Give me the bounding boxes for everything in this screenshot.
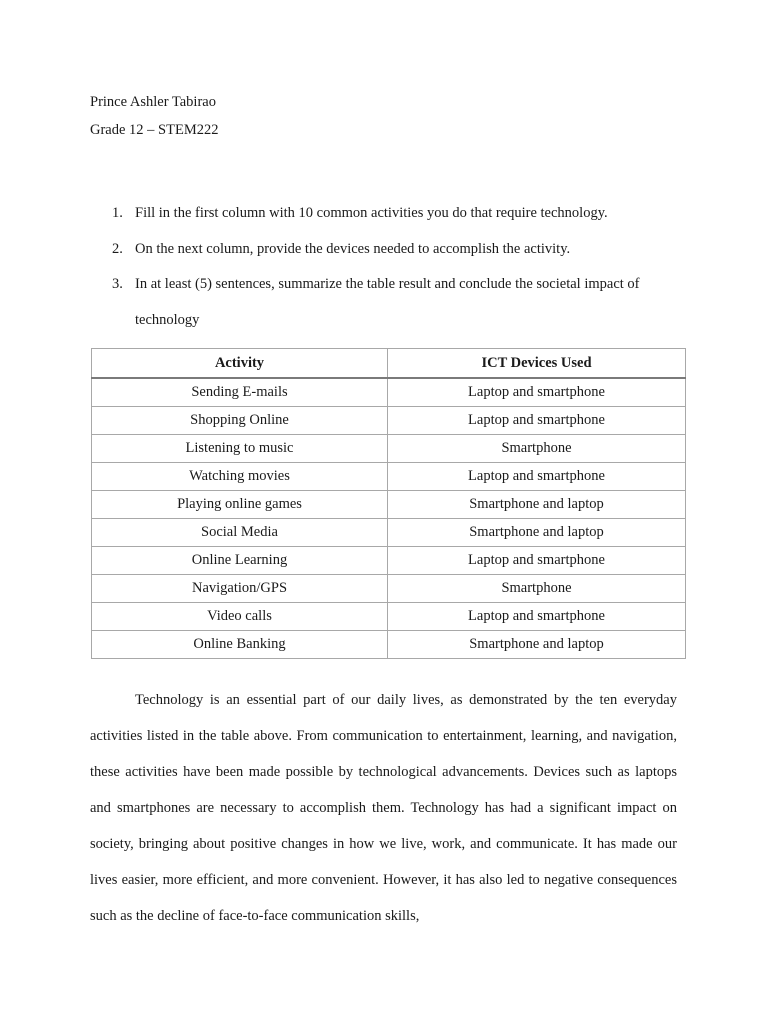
summary-paragraph: Technology is an essential part of our daily lives, as demonstrated by the ten everyday activities listed in the table above. From communication to entertainment, learning, and navigation, these activities have been made possible by technological advancements. Devices such as laptops and smartphones are necessary to accomplish them. Technology has had a significant impact on society, bringing about positive changes in how we live, work, and communicate. It has made our lives easier, more efficient, and more convenient. However, it has also led to negative consequences such as the decline of face-to-face communication skills, [90,692,677,924]
table-header-row [92,349,686,379]
activity-cell: Sending E-mails [92,378,388,407]
table-row [92,378,686,407]
student-grade-section: Grade 12 – STEM222 [90,122,219,138]
activities-table [91,348,686,659]
instruction-number: 1. [112,205,123,221]
devices-cell: Laptop and smartphone [388,407,686,435]
table-row [92,407,686,435]
activity-cell: Online Learning [92,547,388,575]
instruction-list [90,196,690,338]
devices-cell: Laptop and smartphone [388,378,686,407]
devices-cell: Smartphone [388,435,686,463]
devices-cell: Smartphone and laptop [388,631,686,659]
instruction-text: On the next column, provide the devices needed to accomplish the activity. [135,240,571,257]
table-row [92,575,686,603]
table-row [92,435,686,463]
activity-cell: Online Banking [92,631,388,659]
devices-cell: Smartphone and laptop [388,491,686,519]
devices-cell: Smartphone [388,575,686,603]
table-row [92,491,686,519]
activity-cell: Video calls [92,603,388,631]
student-name: Prince Ashler Tabirao [90,94,216,110]
table-row [92,547,686,575]
instruction-item [90,232,690,268]
instruction-number: 2. [112,240,123,257]
instruction-item [90,196,690,232]
instruction-text: Fill in the first column with 10 common activities you do that require technology. [135,205,608,221]
table-row [92,519,686,547]
column-header-activity: Activity [92,349,388,379]
devices-cell: Laptop and smartphone [388,463,686,491]
devices-cell: Laptop and smartphone [388,603,686,631]
devices-cell: Laptop and smartphone [388,547,686,575]
table-row [92,631,686,659]
column-header-devices: ICT Devices Used [388,349,686,379]
table-row [92,603,686,631]
activity-cell: Navigation/GPS [92,575,388,603]
instruction-item [90,267,690,338]
table-row [92,463,686,491]
devices-cell: Smartphone and laptop [388,519,686,547]
activity-cell: Watching movies [92,463,388,491]
instruction-text: In at least (5) sentences, summarize the table result and conclude the societal impact of technology [135,276,640,328]
instruction-number: 3. [112,276,123,292]
activity-cell: Listening to music [92,435,388,463]
activity-cell: Shopping Online [92,407,388,435]
activity-cell: Social Media [92,519,388,547]
activity-cell: Playing online games [92,491,388,519]
